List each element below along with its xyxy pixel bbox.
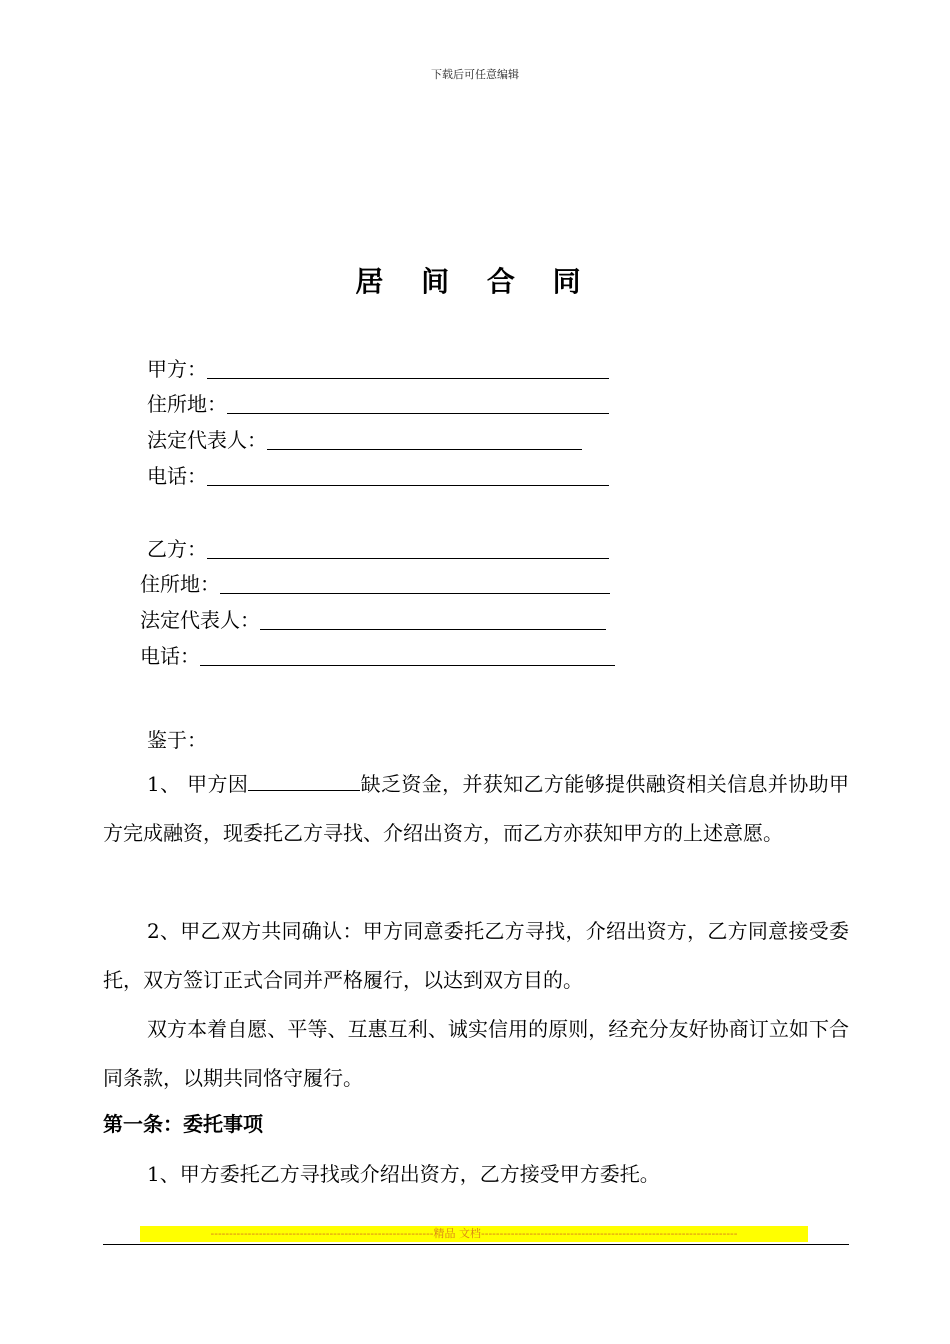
article-1-heading: 第一条：委托事项 <box>103 1112 263 1136</box>
party-a-phone-field <box>147 459 609 489</box>
whereas-intro: 鉴于： <box>147 728 207 752</box>
whereas-item-2: 2、甲乙双方共同确认：甲方同意委托乙方寻找，介绍出资方，乙方同意接受委托，双方签订正式合同并严格履行，以达到双方目的。 <box>103 919 849 992</box>
party-a-rep-label: 法定代表人： <box>147 428 267 452</box>
reason-blank-line <box>248 770 360 791</box>
party-a-name-line <box>207 356 609 379</box>
article-1-item-1: 1、甲方委托乙方寻找或介绍出资方，乙方接受甲方委托。 <box>147 1162 660 1186</box>
party-b-address-field <box>140 567 610 597</box>
party-b-rep-line <box>260 607 606 630</box>
footer-banner: ------------------------------------------------------------精品 文档--------------------------------------------------------------------- <box>140 1226 808 1242</box>
party-b-phone-line <box>200 643 615 666</box>
party-b-phone-label: 电话： <box>140 644 200 668</box>
party-a-address-field <box>147 387 609 417</box>
party-a-phone-line <box>207 463 609 486</box>
party-b-name-line <box>207 536 609 559</box>
party-a-address-label: 住所地： <box>147 392 227 416</box>
party-a-rep-line <box>267 427 582 450</box>
whereas-item-1-prefix: 1、 甲方因 <box>147 772 249 796</box>
party-b-phone-field <box>140 639 615 669</box>
party-a-address-line <box>227 391 609 414</box>
principle-paragraph: 双方本着自愿、平等、互惠互利、诚实信用的原则，经充分友好协商订立如下合同条款，以期共同恪守履行。 <box>103 1017 849 1090</box>
party-b-name-field <box>147 532 609 562</box>
party-b-rep-label: 法定代表人： <box>140 608 260 632</box>
party-a-name-field <box>147 352 609 382</box>
document-title: 居 间 合 同 <box>355 265 595 298</box>
party-a-name-label: 甲方： <box>147 357 207 381</box>
header-note: 下载后可任意编辑 <box>431 68 519 81</box>
party-b-address-line <box>220 571 610 594</box>
whereas-item-1 <box>103 760 849 858</box>
party-b-rep-field <box>140 603 606 633</box>
party-a-rep-field <box>147 423 582 453</box>
party-b-name-label: 乙方： <box>147 537 207 561</box>
party-b-address-label: 住所地： <box>140 572 220 596</box>
party-a-phone-label: 电话： <box>147 464 207 488</box>
whereas-item-1-suffix: 缺乏资金，并获知乙方能够提供融资相关信息并协助甲方完成融资，现委托乙方寻找、介绍出资方，而乙方亦获知甲方的上述意愿。 <box>103 772 849 845</box>
footer-divider <box>103 1244 849 1245</box>
